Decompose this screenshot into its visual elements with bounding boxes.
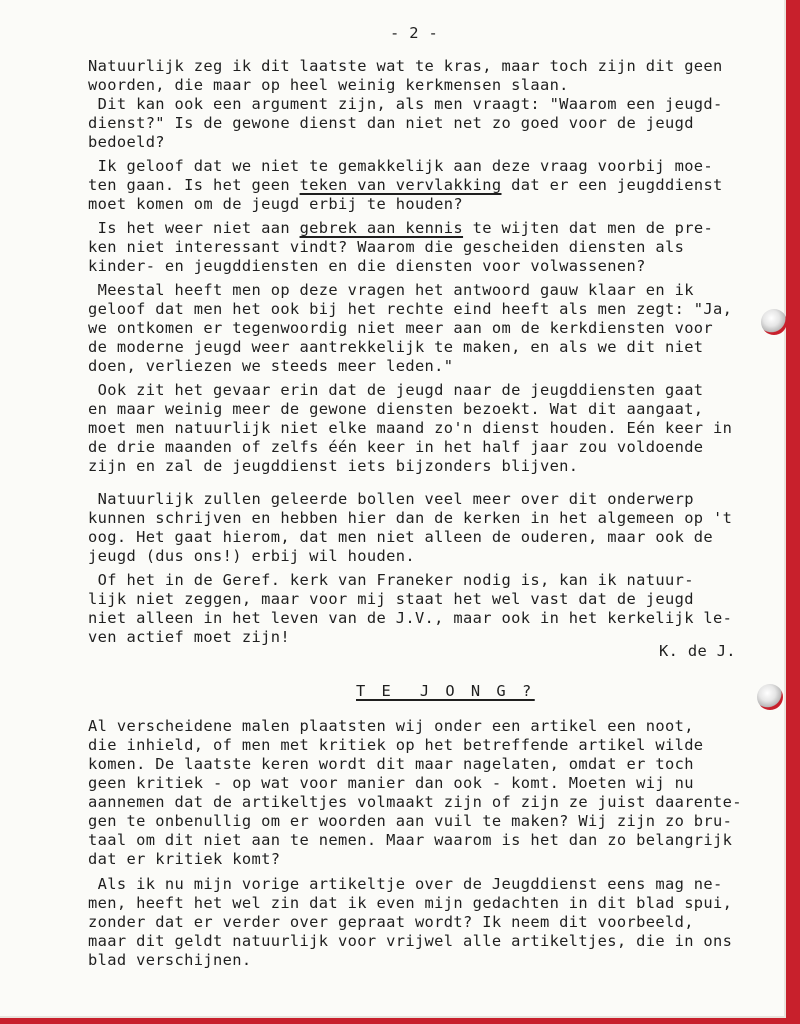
text-line: Of het in de Geref. kerk van Franeker nodig is, kan ik natuur- (88, 571, 694, 589)
text-line: die inhield, of men met kritiek op het betreffende artikel wilde (88, 736, 704, 754)
text-line: komen. De laatste keren wordt dit maar nagelaten, omdat er toch (88, 755, 694, 773)
text-line: taal om dit niet aan te nemen. Maar waarom is het dan zo belangrijk (88, 831, 733, 849)
page-number: - 2 - (390, 24, 439, 42)
punch-hole-top (761, 309, 787, 335)
text-line: Ik geloof dat we niet te gemakkelijk aan deze vraag voorbij moe- (88, 157, 714, 175)
text-line: moet men natuurlijk niet elke maand zo'n dienst houden. Eén keer in (88, 419, 733, 437)
text-line: jeugd (dus ons!) erbij wil houden. (88, 547, 415, 565)
text-line: blad verschijnen. (88, 951, 252, 969)
text-line: dat er kritiek komt? (88, 850, 281, 868)
text-line: woorden, die maar op heel weinig kerkmensen slaan. (88, 76, 569, 94)
text-line: kinder- en jeugddiensten en die diensten voor volwassenen? (88, 257, 646, 275)
article-title: T E J O N G ? (356, 682, 535, 700)
text-line: ven actief moet zijn! (88, 628, 290, 646)
text-segment: dat er een jeugddienst (511, 176, 723, 194)
text-line: Natuurlijk zullen geleerde bollen veel meer over dit onderwerp (88, 490, 694, 508)
text-line: we ontkomen er tegenwoordig niet meer aan om de kerkdiensten voor (88, 319, 714, 337)
text-line: doen, verliezen we steeds meer leden." (88, 357, 454, 375)
text-line (88, 176, 723, 195)
punch-hole-bottom (757, 684, 783, 710)
text-line: Als ik nu mijn vorige artikeltje over de Jeugddienst eens mag ne- (88, 875, 723, 893)
text-line: maar dit geldt natuurlijk voor vrijwel alle artikeltjes, die in ons (88, 932, 733, 950)
text-line: Natuurlijk zeg ik dit laatste wat te kras, maar toch zijn dit geen (88, 57, 723, 75)
text-line: kunnen schrijven en hebben hier dan de kerken in het algemeen op 't (88, 509, 733, 527)
text-line: zijn en zal de jeugddienst iets bijzonders blijven. (88, 457, 579, 475)
text-segment: Is het weer niet aan (88, 219, 300, 237)
text-line: zonder dat er verder over gepraat wordt? Ik neem dit voorbeeld, (88, 913, 694, 931)
text-line: Dit kan ook een argument zijn, als men vraagt: "Waarom een jeugd- (88, 95, 723, 113)
text-segment: ten gaan. Is het geen (88, 176, 300, 194)
text-line: Ook zit het gevaar erin dat de jeugd naar de jeugddiensten gaat (88, 381, 704, 399)
text-line: men, heeft het wel zin dat ik even mijn gedachten in dit blad spui, (88, 894, 733, 912)
text-line: dienst?" Is de gewone dienst dan niet net zo goed voor de jeugd (88, 114, 694, 132)
text-line: geloof dat men het ook bij het rechte eind heeft als men zegt: "Ja, (88, 300, 733, 318)
text-line: Meestal heeft men op deze vragen het antwoord gauw klaar en ik (88, 281, 694, 299)
text-segment: te wijten dat men de pre- (472, 219, 714, 237)
text-line: lijk niet zeggen, maar voor mij staat het wel vast dat de jeugd (88, 590, 694, 608)
text-line (88, 219, 713, 238)
signature: K. de J. (659, 642, 736, 660)
text-line: moet komen om de jeugd erbij te houden? (88, 195, 464, 213)
text-line: gen te onbenullig om er woorden aan vuil te maken? Wij zijn zo bru- (88, 812, 733, 830)
text-line: ken niet interessant vindt? Waarom die gescheiden diensten als (88, 238, 685, 256)
text-line: de drie maanden of zelfs één keer in het half jaar zou voldoende (88, 438, 704, 456)
text-line: geen kritiek - op wat voor manier dan ook - komt. Moeten wij nu (88, 774, 694, 792)
underlined-phrase: gebrek aan kennis (299, 219, 464, 237)
text-line: niet alleen in het leven van de J.V., maar ook in het kerkelijk le- (88, 609, 733, 627)
text-line: en maar weinig meer de gewone diensten bezoekt. Wat dit aangaat, (88, 400, 704, 418)
text-line: Al verscheidene malen plaatsten wij onder een artikel een noot, (88, 717, 694, 735)
text-line: de moderne jeugd weer aantrekkelijk te maken, en als we dit niet (88, 338, 704, 356)
underlined-phrase: teken van vervlakking (299, 176, 502, 194)
text-line: oog. Het gaat hierom, dat men niet alleen de ouderen, maar ook de (88, 528, 714, 546)
text-line: bedoeld? (88, 133, 165, 151)
text-line: aannemen dat de artikeltjes volmaakt zijn of zijn ze juist daarente- (88, 793, 742, 811)
